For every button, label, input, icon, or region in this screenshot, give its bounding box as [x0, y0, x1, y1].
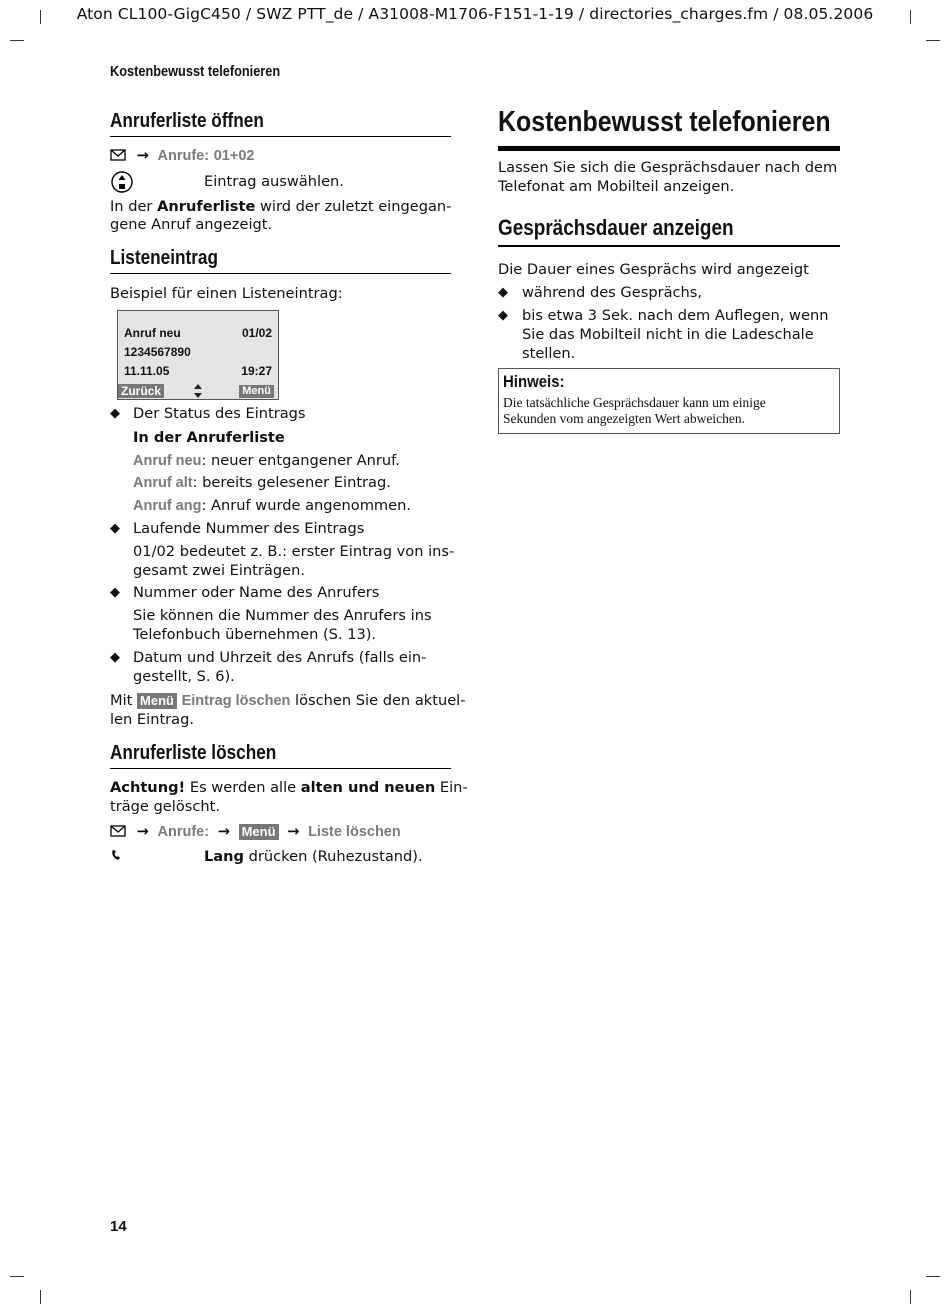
- bullet-during-call: während des Gesprächs,: [522, 284, 703, 301]
- intro-line2: Telefonat am Mobilteil anzeigen.: [498, 178, 735, 195]
- hint-box: [498, 368, 840, 434]
- duration-intro: Die Dauer eines Gesprächs wird angezeigt: [498, 261, 809, 278]
- text-run: Es werden alle: [185, 779, 301, 796]
- menu-key-label: Menü: [239, 824, 279, 840]
- bullet-icon: ◆: [110, 521, 120, 536]
- warning-line2: träge gelöscht.: [110, 798, 221, 815]
- text-run: Mit: [110, 692, 138, 709]
- text-run: Ein-: [435, 779, 468, 796]
- crop-mark: [926, 40, 940, 41]
- status-desc: : Anruf wurde angenommen.: [201, 497, 412, 514]
- bullet-icon: ◆: [498, 285, 508, 300]
- print-title: Aton CL100-GigC450 / SWZ PTT_de / A31008-M1706-F151-1-19 / directories_charges.fm / 08.05.2006: [76, 5, 874, 23]
- menu-path-calls: Anrufe:: [157, 148, 210, 164]
- bullet-icon: ◆: [110, 406, 120, 421]
- display-status: Anruf neu: [124, 326, 181, 340]
- status-new: [133, 451, 400, 471]
- menu-path-count: 01+02: [213, 148, 255, 164]
- bullet-after-call-line3: stellen.: [522, 345, 576, 362]
- text-run: In der: [110, 198, 158, 215]
- menu-path-calls: Anrufe:: [157, 824, 210, 840]
- bullet-caller: Nummer oder Name des Anrufers: [133, 584, 380, 601]
- long-press-step: [204, 847, 423, 866]
- heading-rule: [110, 136, 451, 137]
- menu-path-delete-list: Liste löschen: [308, 824, 401, 840]
- display-index: 01/02: [241, 326, 272, 340]
- display-date: 11.11.05: [124, 364, 170, 378]
- text-run-bold: Achtung!: [110, 779, 186, 796]
- bullet-index: Laufende Nummer des Eintrags: [133, 520, 365, 537]
- running-title: Kostenbewusst telefonieren: [110, 64, 281, 80]
- status-desc: : bereits gelesener Eintrag.: [192, 474, 391, 491]
- bullet-datetime-line1: Datum und Uhrzeit des Anrufs (falls ein-: [133, 649, 427, 666]
- duration-heading: Gesprächsdauer anzeigen: [498, 215, 734, 240]
- navigation-key-icon: [110, 170, 134, 194]
- display-time: 19:27: [241, 364, 272, 378]
- text-run-bold: alten und neuen: [300, 779, 436, 796]
- status-accepted: [133, 496, 411, 516]
- softkey-menu: Menü: [239, 385, 274, 398]
- status-old: [133, 473, 391, 493]
- handset-display: [117, 310, 279, 400]
- status-key: Anruf ang: [133, 498, 202, 514]
- bullet-icon: ◆: [110, 650, 120, 665]
- bullet-after-call-line1: bis etwa 3 Sek. nach dem Auflegen, wenn: [522, 307, 829, 324]
- delete-heading: Anruferliste löschen: [110, 742, 277, 764]
- caller-desc-line1: Sie können die Nummer des Anrufers ins: [133, 607, 432, 624]
- crop-mark: [40, 1290, 41, 1304]
- crop-mark: [910, 1290, 911, 1304]
- caller-desc-line2: Telefonbuch übernehmen (S. 13).: [133, 626, 377, 643]
- entry-example: Beispiel für einen Listeneintrag:: [110, 285, 343, 302]
- menu-key-label: Menü: [137, 693, 177, 709]
- crop-mark: [10, 1276, 24, 1277]
- open-desc-line2: gene Anruf angezeigt.: [110, 216, 273, 233]
- main-heading-rule: [498, 146, 840, 151]
- intro-line1: Lassen Sie sich die Gesprächsdauer nach dem: [498, 159, 838, 176]
- envelope-icon: [110, 825, 126, 837]
- heading-rule: [110, 273, 451, 274]
- open-heading: Anruferliste öffnen: [110, 110, 264, 132]
- open-desc-line1: [110, 197, 451, 216]
- delete-entry-line1: [110, 691, 466, 711]
- text-run-bold: Anruferliste: [157, 198, 256, 215]
- softkey-back: Zurück: [118, 384, 164, 398]
- text-run: wird der zuletzt eingegan-: [255, 198, 452, 215]
- bullet-datetime-line2: gestellt, S. 6).: [133, 668, 235, 685]
- warning-line1: [110, 778, 468, 797]
- envelope-icon: [110, 149, 126, 161]
- page-number: 14: [110, 1218, 127, 1235]
- heading-rule: [110, 768, 451, 769]
- open-path: [110, 146, 254, 166]
- heading-rule: [498, 245, 840, 247]
- arrow-icon: →: [136, 823, 149, 840]
- status-desc: : neuer entgangener Anruf.: [201, 452, 400, 469]
- crop-mark: [10, 40, 24, 41]
- text-run: löschen Sie den aktuel-: [290, 692, 466, 709]
- hint-title: Hinweis:: [503, 372, 565, 391]
- up-down-arrow-icon: [193, 384, 203, 398]
- delete-entry-line2: len Eintrag.: [110, 711, 195, 728]
- text-run: drücken (Ruhezustand).: [243, 848, 423, 865]
- status-key: Anruf neu: [133, 453, 202, 469]
- crop-mark: [926, 1276, 940, 1277]
- arrow-icon: →: [136, 147, 149, 164]
- display-number: 1234567890: [124, 345, 191, 359]
- bullet-after-call-line2: Sie das Mobilteil nicht in die Ladeschale: [522, 326, 814, 343]
- display-softkey-bar: [118, 383, 278, 399]
- entry-heading: Listeneintrag: [110, 247, 218, 269]
- delete-path: [110, 822, 401, 842]
- status-subheading: In der Anruferliste: [133, 429, 285, 446]
- bullet-status: Der Status des Eintrags: [133, 405, 306, 422]
- menu-path-delete-entry: Eintrag löschen: [181, 693, 291, 709]
- main-heading: Kostenbewusst telefonieren: [498, 106, 831, 138]
- index-desc-line1: 01/02 bedeutet z. B.: erster Eintrag von ins-: [133, 543, 455, 560]
- hint-line2: Sekunden vom angezeigten Wert abweichen.: [503, 411, 745, 426]
- text-run-bold: Lang: [204, 848, 244, 865]
- status-key: Anruf alt: [133, 475, 193, 491]
- bullet-icon: ◆: [498, 308, 508, 323]
- arrow-icon: →: [217, 823, 230, 840]
- end-call-key-icon: [110, 848, 124, 862]
- index-desc-line2: gesamt zwei Einträgen.: [133, 562, 305, 579]
- arrow-icon: →: [287, 823, 300, 840]
- open-step: Eintrag auswählen.: [204, 173, 344, 190]
- bullet-icon: ◆: [110, 585, 120, 600]
- hint-line1: Die tatsächliche Gesprächsdauer kann um einige: [503, 395, 766, 410]
